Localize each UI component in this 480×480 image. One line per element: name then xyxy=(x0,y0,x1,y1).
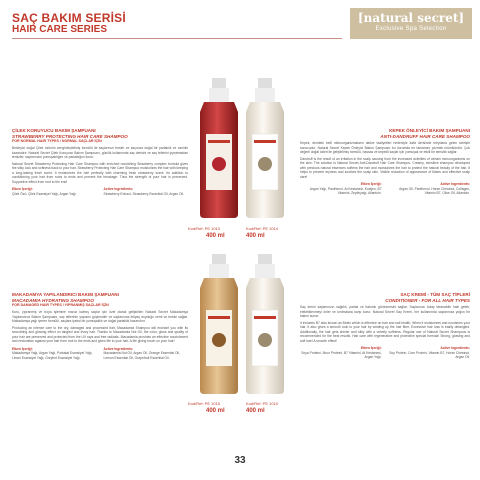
ingredients-en: Soy Protein, Corn Protein, Vitamin B7, Horse Chestnut, Argan Oil. xyxy=(389,350,470,360)
description-en: Dandruff is the result of an irritation in the scalp causing from the increased activities of certain microorganisms on the skin. The solution is Natural Secret Anti-Dandruff Hair Care Shampoo. Creamy, sensitive shampoo developed with precious natural essences softens the hair and moisturizes the hair to protect the natural beauty of the hair. It helps to prevent dryness and soothes the scalp skin. Visible reduction of appearance of flakes and effective scalp care! xyxy=(300,156,470,179)
product-subtitle: FOR NORMAL HAIR TYPES / NORMAL SAÇLAR İÇİN xyxy=(12,139,102,144)
ingredients-label-tr: Etken İçeriği: xyxy=(12,346,33,351)
brand-tagline: Exclusive Spa Selection xyxy=(375,26,447,32)
conditioner-bottle xyxy=(240,254,290,394)
product-title-en: MACADAMIA HYDRATING SHAMPOO xyxy=(12,297,94,303)
ingredients-label-tr: Etken İçeriği: xyxy=(360,182,382,187)
brand-logo xyxy=(350,8,472,39)
product-title-tr: ÇİLEK KORUYUCU BAKIM ŞAMPUANI xyxy=(12,128,96,133)
series-subtitle: HAIR CARE SERIES xyxy=(12,24,108,35)
ingredients-label-en: Active Ingredients: xyxy=(440,346,470,351)
ingredients-label-en: Active Ingredients: xyxy=(103,187,134,192)
product-conditioner xyxy=(300,292,470,360)
product-subtitle: FOR DAMAGED HAIR TYPES / YIPRANMIŞ SAÇLAR İÇİN xyxy=(12,303,109,308)
header-rule xyxy=(12,38,342,39)
product-volume: 400 ml xyxy=(206,408,225,414)
product-title-en: STRAWBERRY PROTECTING HAIR CARE SHAMPOO xyxy=(12,133,128,139)
product-volume: 400 ml xyxy=(206,233,225,239)
product-title-en: ANTI-DANDRUFF HAIR CARE SHAMPOO xyxy=(380,133,470,139)
ingredients xyxy=(12,347,188,361)
anti-dandruff-shampoo-bottle xyxy=(240,78,290,218)
ingredients-tr: Argan Yağı, Panthenol, At Kestanesi, Kolajen, B7 Vitamini, Zeytinyağı, Allantoin. xyxy=(309,186,382,196)
strawberry-shampoo-bottle xyxy=(194,78,244,218)
ingredients-tr: Çilek Özü, Çilek Esansiyel Yağı, Argan Yağı xyxy=(12,191,76,196)
description-en: It includes B7 also known as Biotin which is effective on hair and nail health. When it moisturizes and nourishes your hair, it also gives a smooth look to your hair by winding up the hair fiber. Excessive hair loss is easily detangled. Additionally, the hair gets shinier and silky with a velvety softness. Regular use of Natural Secret Shampoos is recommended for the best results. Hair care with regenerative and protective special formula! Strong, glowing and soft hair! A smooth effect! xyxy=(300,320,470,343)
description-en: Natural Secret Strawberry Protecting Hair Care Shampoo with enriched nourishing Strawberry complex formula gives the silky look and softness back to your hair. Strawberry Protecting Hair Care Shampoo moisturizes the hair with keeping a long-lasting fresh scent. It moisturizes the hair perfectly with charming fresh strawberry scent. Its addition to conditioning your hair from roots to ends and prevent the breakage. Thus the strength of your hair is preserved. Supportive effect from root to the end! xyxy=(12,161,188,184)
ingredients-en: Strawberry Extract, Strawberry Essential Oil, Argan Oil. xyxy=(103,191,184,196)
description-tr: Kepek, derideki belli mikroorganizmaların aktive faaliyetleri nedeniyle kafa derisinde meydana gelen tahriştir sonucudur. Natural Secret Kepek Önleyici Bakım Şampuanı bu durumda en tamamını çözmek mümkündür. Çok değerli doğal özleri ile geliştirilmiş formülü, hassas ve kepekli saçlar için yumuşak ve etkili bir temizlik sağlar. xyxy=(300,141,470,155)
page-number: 33 xyxy=(234,455,246,466)
product-title-tr: SAÇ KREMİ - TÜM SAÇ TİPLERİ xyxy=(400,292,470,297)
product-anti-dandruff xyxy=(300,128,470,196)
product-title-en: CONDITIONER - FOR ALL HAIR TYPES xyxy=(385,297,470,303)
description-tr: Kuru, yıpranmış ve boya işlemine maruz kalmış saçlar için özel olarak geliştirilen Natural Secret Makadamya Yapılandırıcı Bakım Şampuanı, saç tellerinin yapısını güçlendirir ve saçlarınıza ihtiyaç duyduğu nemi ve besini sağlar. Makadamya yağı içeren formülü, saçlara ipeksi bir yumuşaklık ve doğal parlaklık kazandırır. xyxy=(12,310,188,324)
ingredients xyxy=(12,187,188,196)
page-header xyxy=(0,0,480,48)
ingredients-tr: Soya Proteini, Mısır Proteini, B7 Vitamini, At Kestanesi, Argan Yağı. xyxy=(301,350,382,360)
product-code: Kod/Ref: PE 1014 xyxy=(246,226,279,231)
ingredients xyxy=(300,182,470,196)
product-title-tr: KEPEK ÖNLEYİCİ BAKIM ŞAMPUANI xyxy=(389,128,470,133)
ingredients-en: Argan Oil, Panthenol, Horse Chestnut, Collagen, Vitamin B7, Olive Oil, Allantoin. xyxy=(399,186,470,196)
description-tr: Besleyici doğal Çilek özünün zenginleştirilmiş formülü ile saçlarınızı besler ve saçınıza doğal bir parlaklık ve canlılık kazandırır. Natural Secret Çilek Koruyucu Bakım Şampuanı, günlük kullanımda saç derisini ve saç tellerini yıpratmadan temizler, saçlarınızın yumuşaklığını ve parlaklığını korur. xyxy=(12,146,188,160)
product-strawberry xyxy=(12,128,188,196)
product-code: Kod/Ref: PE 1013 xyxy=(188,226,221,231)
ingredients-label-tr: Etken İçeriği: xyxy=(12,187,33,192)
product-code: Kod/Ref: PE 1010 xyxy=(246,401,279,406)
ingredients-label-en: Active Ingredients: xyxy=(440,182,470,187)
macadamia-shampoo-bottle xyxy=(194,254,244,394)
ingredients-tr: Makadamya Yağı, Argan Yağı, Portakal Esansiyel Yağı, Limon Esansiyel Yağı, Greyfurt Esansiyel Yağı. xyxy=(12,351,93,360)
ingredients-label-tr: Etken İçeriği: xyxy=(360,346,382,351)
product-volume: 400 ml xyxy=(246,233,265,239)
product-code: Kod/Ref: PE 1015 xyxy=(188,401,221,406)
product-title-tr: MAKADAMYA YAPILANDIRICI BAKIM ŞAMPUANI xyxy=(12,292,119,297)
ingredients-en: Macadamia Nut Oil, Argan Oil, Orange Essential Oil, Lemon Essential Oil, Grapefruit Essential Oil. xyxy=(103,351,180,360)
description-en: Producing an intense care to the dry, damaged and processed hair, Macadamia Shampoo will enchant you with its smoothing and glowing effect on tangled and frizzy hair. Thanks to Macadamia Nut Oil, the color, gloss and quality of your hair are preserved and protected from the UV rays and free radicals. Macadamia provides an effective nourishment and restoration against your hair from root to the ends and gives life to your hair. A life giving touch on your hair! xyxy=(12,325,188,344)
series-title: SAÇ BAKIM SERİSİ xyxy=(12,11,126,25)
product-volume: 400 ml xyxy=(246,408,265,414)
ingredients xyxy=(300,346,470,360)
description-tr: Saç kremi saçlarınızın sağlıklı, parlak ve bakımlı görünmesini sağlar. Saçlarınızı kolay taranabilir hale getirir, elektriklenmeyi önler ve kırılmalara karşı korur. Natural Secret Saç Kremi, her kullanımda saçlarınıza yoğun bir bakım sunar. xyxy=(300,305,470,319)
ingredients-label-en: Active Ingredients: xyxy=(103,346,134,351)
brand-name: [natural secret] xyxy=(357,11,465,25)
product-macadamia xyxy=(12,292,188,360)
